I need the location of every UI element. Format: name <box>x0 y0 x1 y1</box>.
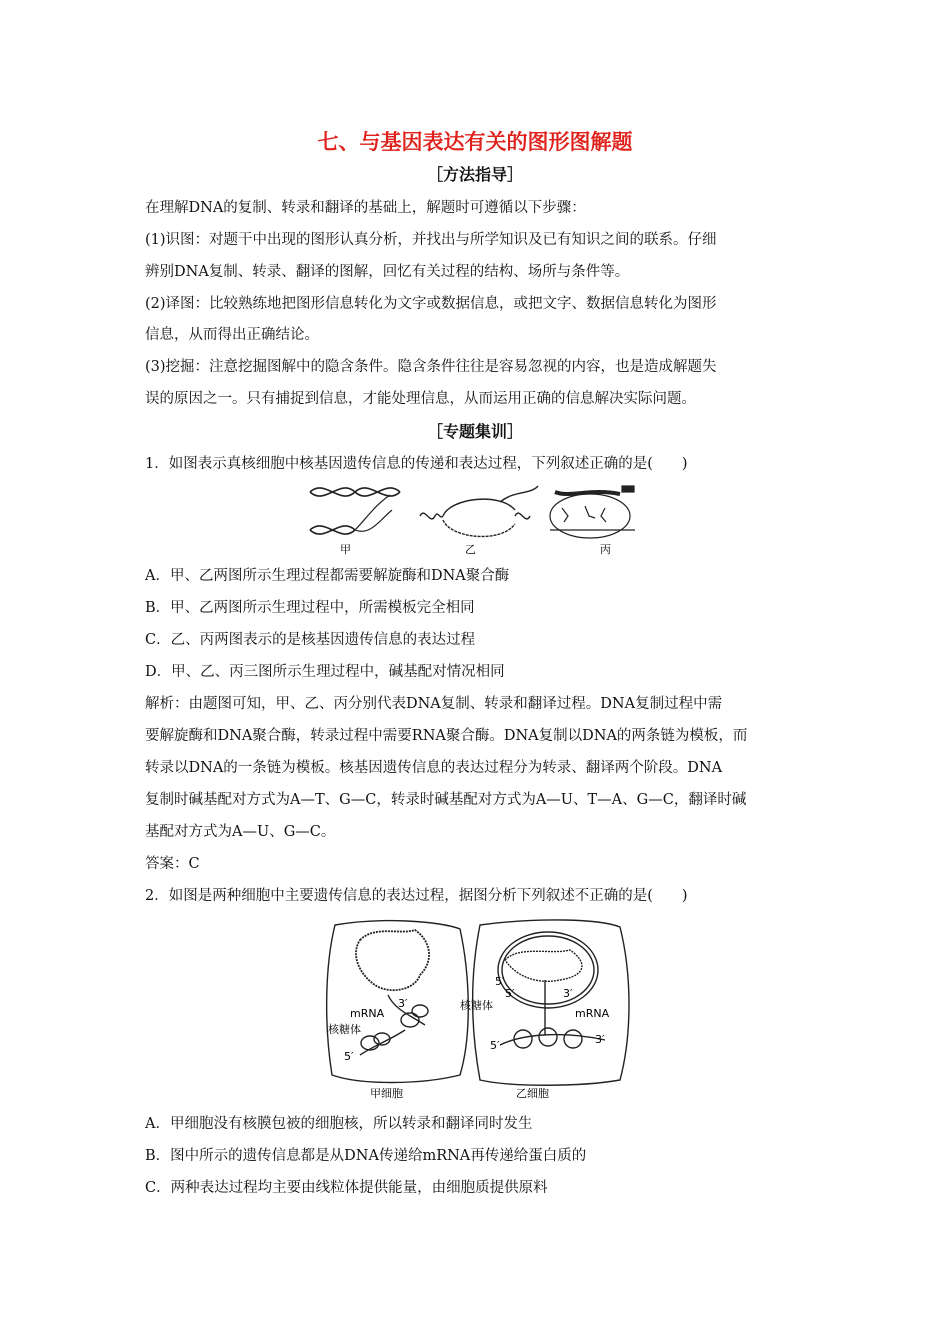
q1-analysis-line4: 复制时碱基配对方式为A—T、G—C，转录时碱基配对方式为A—U、T—A、G—C，翻译时碱 <box>145 792 747 808</box>
q2-option-c: C．两种表达过程均主要由线粒体提供能量，由细胞质提供原料 <box>145 1180 548 1196</box>
fig-label-bing: 丙 <box>600 543 611 556</box>
page-title: 七、与基因表达有关的图形图解题 <box>317 130 633 154</box>
cell1-5prime: 5′ <box>344 1050 354 1063</box>
cell2-label: 乙细胞 <box>516 1087 549 1100</box>
cell1-3prime: 3′ <box>398 997 408 1010</box>
q2-figure <box>320 915 640 1105</box>
q2-option-a: A．甲细胞没有核膜包被的细胞核，所以转录和翻译同时发生 <box>145 1116 533 1132</box>
cell2-3prime-bottom: 3′ <box>595 1033 605 1046</box>
q2-stem: 2．如图是两种细胞中主要遗传信息的表达过程，据图分析下列叙述不正确的是( ) <box>145 888 688 904</box>
step2-line1: (2)译图：比较熟练地把图形信息转化为文字或数据信息，或把文字、数据信息转化为图形 <box>145 296 717 312</box>
q1-option-b: B．甲、乙两图所示生理过程中，所需模板完全相同 <box>145 600 475 616</box>
cell2-mrna-label: mRNA <box>575 1007 610 1020</box>
q1-analysis-line2: 要解旋酶和DNA聚合酶，转录过程中需要RNA聚合酶。DNA复制以DNA的两条链为模板，而 <box>145 728 748 744</box>
cell-yi <box>473 920 630 1085</box>
q1-option-d: D．甲、乙、丙三图所示生理过程中，碱基配对情况相同 <box>145 664 505 680</box>
cell1-ribosome-label: 核糖体 <box>328 1023 361 1036</box>
q1-option-c: C．乙、丙两图表示的是核基因遗传信息的表达过程 <box>145 632 476 648</box>
translation-diagram <box>550 486 635 538</box>
step1-line1: (1)识图：对题干中出现的图形认真分析，并找出与所学知识及已有知识之间的联系。仔细 <box>145 232 717 248</box>
dna-replication-diagram <box>310 488 400 534</box>
q1-analysis-line3: 转录以DNA的一条链为模板。核基因遗传信息的表达过程分为转录、翻译两个阶段。DNA <box>145 760 723 776</box>
section-heading-method: ［方法指导］ <box>426 165 523 184</box>
q1-option-a: A．甲、乙两图所示生理过程都需要解旋酶和DNA聚合酶 <box>145 568 510 584</box>
q2-option-b: B．图中所示的遗传信息都是从DNA传递给mRNA再传递给蛋白质的 <box>145 1148 587 1164</box>
q1-stem: 1．如图表示真核细胞中核基因遗传信息的传递和表达过程，下列叙述正确的是( ) <box>145 456 688 472</box>
cell1-label: 甲细胞 <box>370 1087 403 1100</box>
intro-text: 在理解DNA的复制、转录和翻译的基础上，解题时可遵循以下步骤： <box>145 200 586 216</box>
cell2-ribosome-label: 核糖体 <box>460 999 493 1012</box>
transcription-diagram <box>420 486 538 536</box>
cell2-3prime-mid: 3′ <box>563 987 573 1000</box>
cell2-5prime-bottom: 5′ <box>490 1039 500 1052</box>
cell1-mrna-label: mRNA <box>350 1007 385 1020</box>
q1-analysis-line1: 解析：由题图可知，甲、乙、丙分别代表DNA复制、转录和翻译过程。DNA复制过程中需 <box>145 696 723 712</box>
q1-answer: 答案：C <box>145 856 200 872</box>
q1-figure <box>300 480 640 560</box>
step1-line2: 辨别DNA复制、转录、翻译的图解，回忆有关过程的结构、场所与条件等。 <box>145 264 630 280</box>
step3-line2: 误的原因之一。只有捕捉到信息，才能处理信息，从而运用正确的信息解决实际问题。 <box>145 391 696 407</box>
fig-label-yi: 乙 <box>465 543 476 556</box>
q1-analysis-line5: 基配对方式为A—U、G—C。 <box>145 824 336 840</box>
step3-line1: (3)挖掘：注意挖掘图解中的隐含条件。隐含条件往往是容易忽视的内容，也是造成解题失 <box>145 359 717 375</box>
section-heading-practice: ［专题集训］ <box>426 422 523 441</box>
fig-label-jia: 甲 <box>340 543 351 556</box>
cell2-5prime-top: 5′ <box>495 975 505 988</box>
cell2-5prime-mid: 5′ <box>505 987 515 1000</box>
step2-line2: 信息，从而得出正确结论。 <box>145 327 319 343</box>
